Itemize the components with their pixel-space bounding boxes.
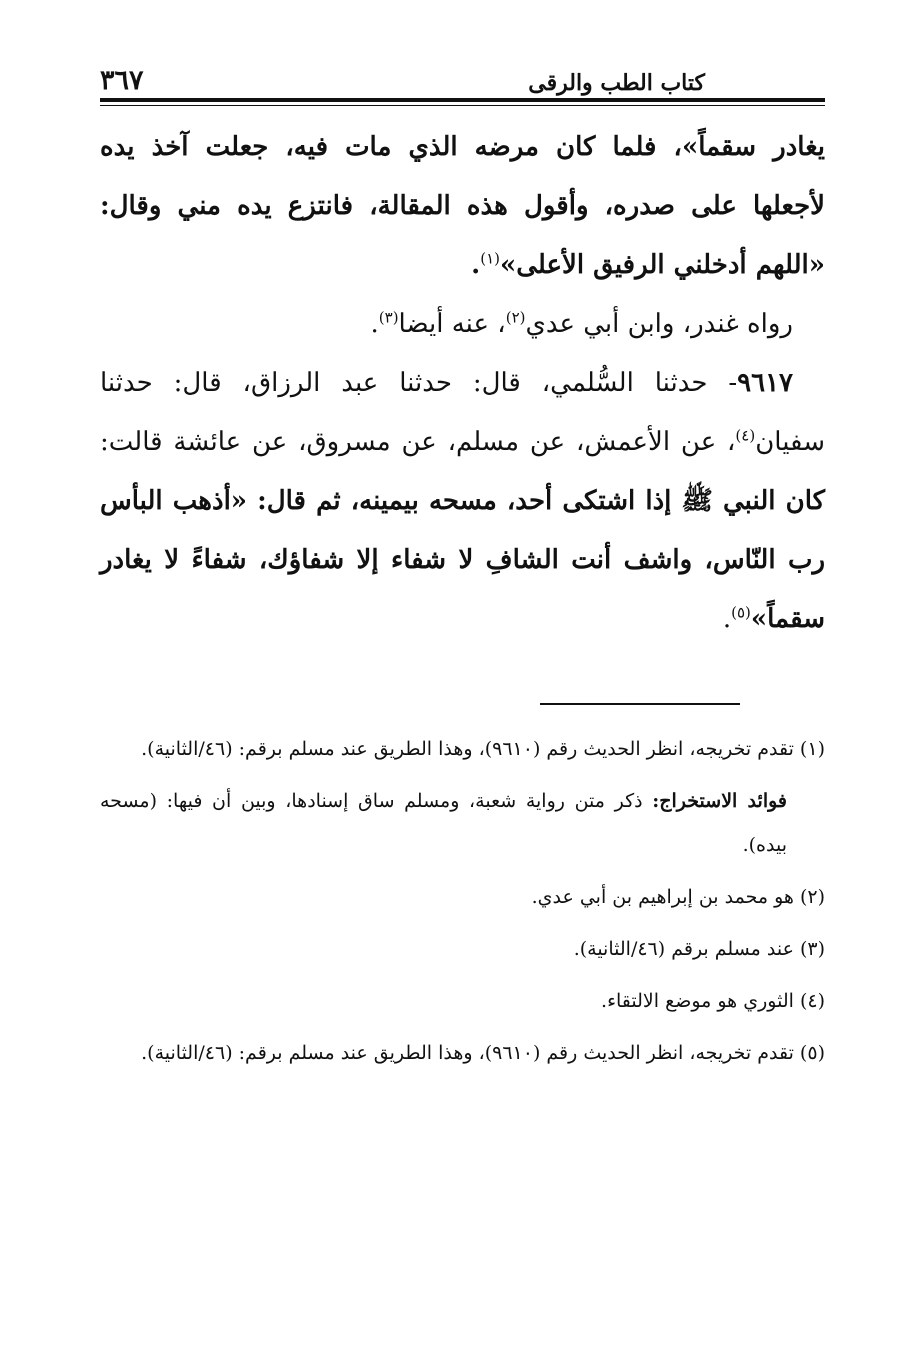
header-rule-thin — [100, 105, 825, 106]
page-header — [100, 52, 825, 96]
paragraph-1-text: يغادر سقماً»، فلما كان مرضه الذي مات فيه، جعلت آخذ يده لأجعلها على صدره، وأقول هذه المقالة، فانتزع يده مني وقال: «اللهم أدخلني الرفيق الأعلى» — [100, 132, 825, 280]
main-text — [100, 118, 825, 649]
paragraph-2-text-b: ، عنه أيضا — [398, 309, 506, 339]
hadith-chain-b: ، عن الأعمش، عن مسلم، عن مسروق، عن عائشة قالت: — [100, 427, 736, 457]
footnote-ref-2[interactable]: (٢) — [505, 308, 526, 327]
footnote-ref-4[interactable]: (٤) — [735, 426, 756, 445]
footnote-4: (٤) الثوري هو موضع الالتقاء. — [601, 990, 825, 1012]
hadith-number: ٩٦١٧ — [737, 368, 793, 398]
paragraph-2-text-a: رواه غندر، وابن أبي عدي — [525, 309, 793, 339]
footnote-1: (١) تقدم تخريجه، انظر الحديث رقم (٩٦١٠)، وهذا الطريق عند مسلم برقم: (٤٦/الثانية). — [141, 738, 825, 760]
paragraph-2-end: . — [370, 309, 379, 339]
paragraph-narration — [100, 295, 825, 354]
paragraph-hadith — [100, 354, 825, 649]
footnote-ref-5[interactable]: (٥) — [731, 603, 751, 622]
footnote-separator — [540, 703, 740, 705]
footnote-1-extra-text: ذكر متن رواية شعبة، ومسلم ساق إسنادها، وبين أن فيها: (مسحه بيده). — [100, 790, 787, 856]
paragraph-continuation — [100, 118, 825, 295]
paragraph-1-end: . — [471, 250, 481, 280]
footnote-2: (٢) هو محمد بن إبراهيم بن أبي عدي. — [531, 886, 825, 908]
hadith-end: . — [722, 604, 732, 634]
footnote-1-label: فوائد الاستخراج: — [652, 790, 787, 812]
footnote-ref-3[interactable]: (٣) — [378, 308, 399, 327]
page-number: ٣٦٧ — [100, 65, 144, 96]
footnote-3: (٣) عند مسلم برقم (٤٦/الثانية). — [573, 938, 825, 960]
running-title: كتاب الطب والرقى — [528, 70, 705, 96]
footnote-5: (٥) تقدم تخريجه، انظر الحديث رقم (٩٦١٠)، وهذا الطريق عند مسلم برقم: (٤٦/الثانية). — [141, 1042, 825, 1064]
footnote-ref-1[interactable]: (١) — [480, 249, 500, 268]
hadith-chain-a: - حدثنا السُّلمي، قال: حدثنا عبد الرزاق، قال: حدثنا سفيان — [100, 368, 825, 457]
footnote-1-extra — [100, 779, 825, 867]
header-rule-thick — [100, 98, 825, 102]
hadith-matn: كان النبي ﷺ إذا اشتكى أحد، مسحه بيمينه، ثم قال: «أذهب البأس رب النّاس، واشف أنت الشافِ لا شفاء إلا شفاؤك، شفاءً لا يغادر سقماً» — [100, 486, 825, 634]
footnotes — [100, 727, 825, 1083]
